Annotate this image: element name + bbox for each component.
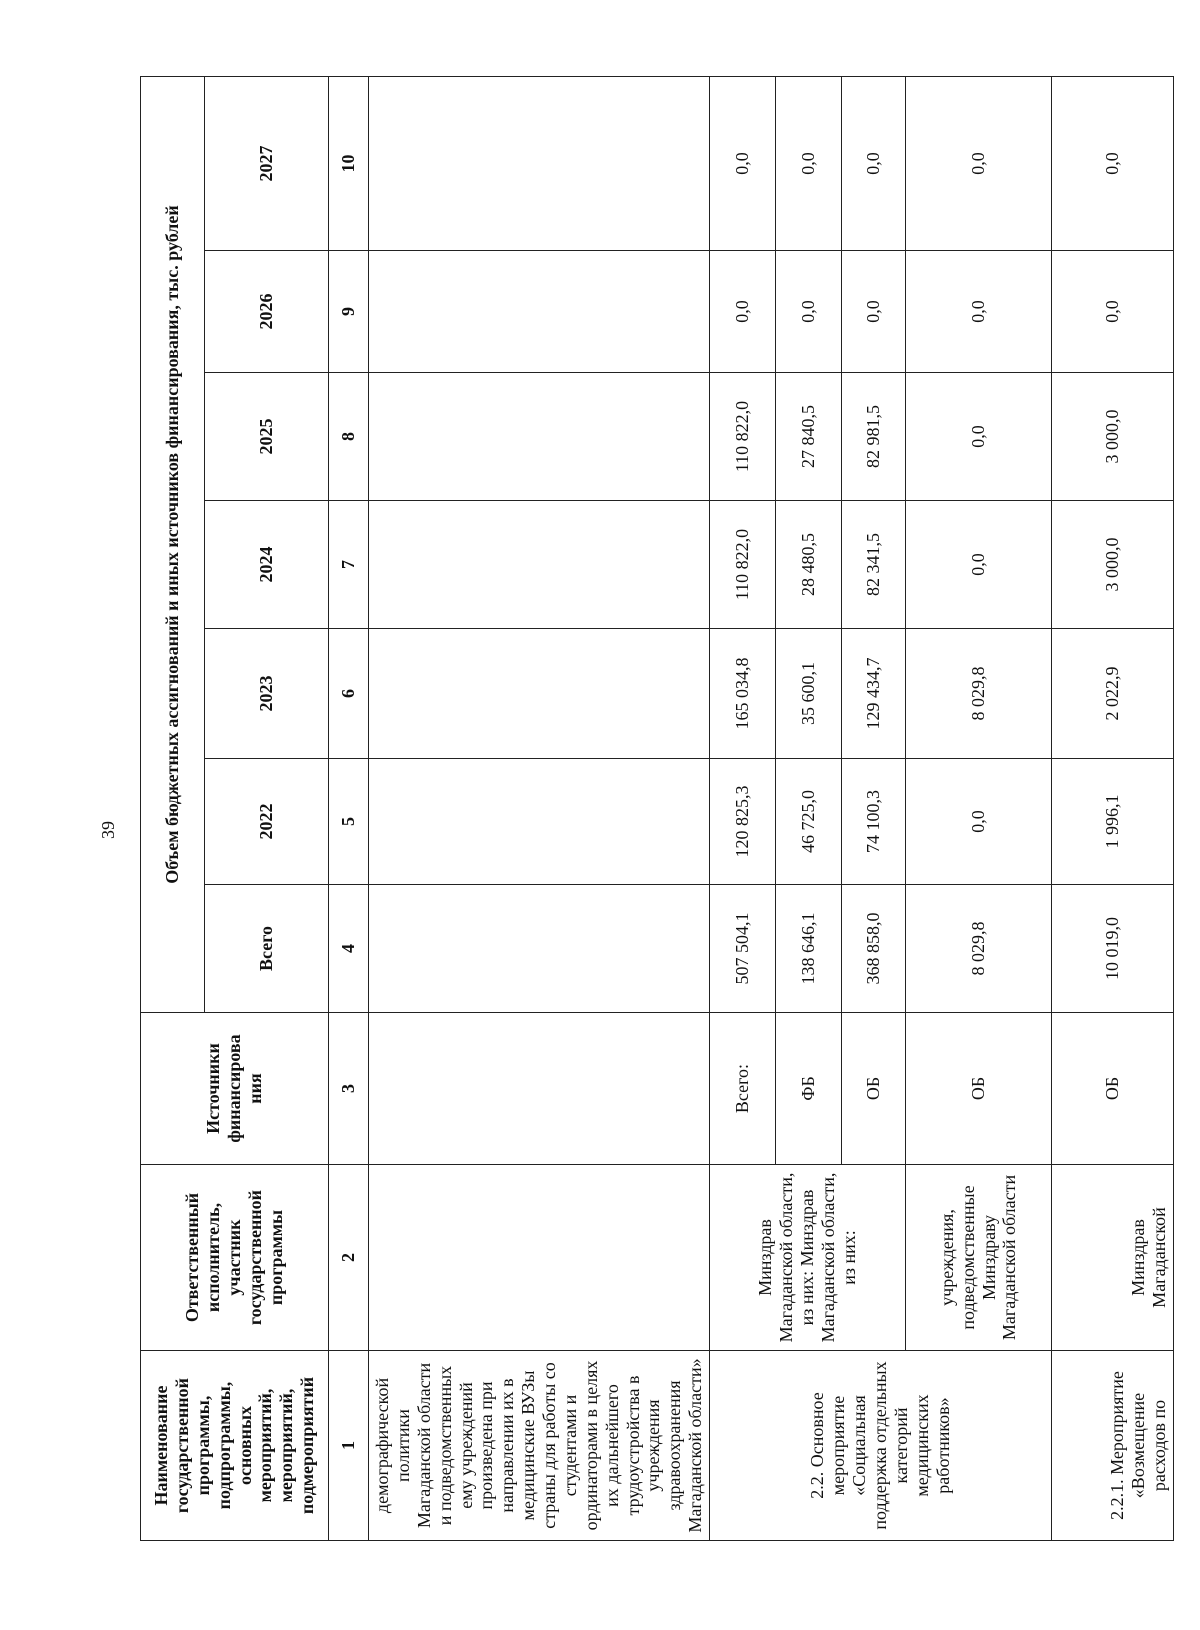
colnum-10: 10 [329,77,369,251]
colnum-9: 9 [329,251,369,373]
section-2-2-executor: Минздрав Магаданской области, из них: Минздрав Магаданской области, из них: [710,1165,906,1351]
value-cell: 120 825,3 [710,759,776,885]
value-cell: 0,0 [1052,77,1174,251]
value-cell: 0,0 [776,251,842,373]
value-cell: 3 000,0 [1052,501,1174,629]
header-year-2025: 2025 [205,373,329,501]
continued-program-text: демографической политики Магаданской области и подведомственных ему учреждений произведена при направлении их в медицинские ВУЗы страны для работы со студентами и ординаторами в целях их дальнейшего трудоустройства в учреждения здравоохранения Магаданской области» [369,1351,710,1541]
value-cell: 3 000,0 [1052,373,1174,501]
value-cell: 0,0 [842,77,906,251]
table-row [710,77,776,1541]
section-2-2-1-executor: Минздрав Магаданской [1052,1165,1174,1351]
source-cell: ОБ [1052,1013,1174,1165]
value-cell: 0,0 [906,501,1052,629]
value-cell: 110 822,0 [710,501,776,629]
table-row [1052,77,1174,1541]
header-year-2023: 2023 [205,629,329,759]
source-cell: Всего: [710,1013,776,1165]
colnum-4: 4 [329,885,369,1013]
value-cell: 28 480,5 [776,501,842,629]
value-cell: 110 822,0 [710,373,776,501]
header-year-2024: 2024 [205,501,329,629]
value-cell: 8 029,8 [906,629,1052,759]
source-cell: ОБ [842,1013,906,1165]
header-year-2027: 2027 [205,77,329,251]
value-cell: 0,0 [776,77,842,251]
header-col3: Источники финансирова ния [141,1013,329,1165]
continued-row [369,77,710,1541]
header-year-total: Всего [205,885,329,1013]
colnum-2: 2 [329,1165,369,1351]
value-cell: 0,0 [1052,251,1174,373]
financing-table [140,76,1174,1541]
colnum-6: 6 [329,629,369,759]
value-cell: 0,0 [906,77,1052,251]
value-cell: 165 034,8 [710,629,776,759]
source-cell: ФБ [776,1013,842,1165]
page-number: 39 [98,821,118,839]
value-cell: 0,0 [906,759,1052,885]
header-col2: Ответственный исполнитель, участник государственной программы [141,1165,329,1351]
value-cell: 82 341,5 [842,501,906,629]
colnum-3: 3 [329,1013,369,1165]
header-financing-group: Объем бюджетных ассигнований и иных источников финансирования, тыс. рублей [141,77,205,1013]
value-cell: 0,0 [906,251,1052,373]
colnum-7: 7 [329,501,369,629]
column-numbers-row [329,77,369,1541]
section-2-2-1-name: 2.2.1. Мероприятие «Возмещение расходов по [1052,1351,1174,1541]
value-cell: 0,0 [906,373,1052,501]
value-cell: 74 100,3 [842,759,906,885]
value-cell: 0,0 [710,77,776,251]
colnum-1: 1 [329,1351,369,1541]
value-cell: 82 981,5 [842,373,906,501]
value-cell: 2 022,9 [1052,629,1174,759]
header-col1: Наименование государственной программы, подпрограммы, основных мероприятий, мероприятий, подмероприятий [141,1351,329,1541]
value-cell: 368 858,0 [842,885,906,1013]
financing-table-wrapper [140,77,1170,1541]
colnum-5: 5 [329,759,369,885]
value-cell: 46 725,0 [776,759,842,885]
value-cell: 1 996,1 [1052,759,1174,885]
value-cell: 35 600,1 [776,629,842,759]
value-cell: 507 504,1 [710,885,776,1013]
colnum-8: 8 [329,373,369,501]
value-cell: 138 646,1 [776,885,842,1013]
value-cell: 0,0 [710,251,776,373]
value-cell: 27 840,5 [776,373,842,501]
table-row [906,77,1052,1541]
section-2-2-subordinate-executor: учреждения, подведомственные Минздраву Магаданской области [906,1165,1052,1351]
header-year-2026: 2026 [205,251,329,373]
value-cell: 10 019,0 [1052,885,1174,1013]
value-cell: 129 434,7 [842,629,906,759]
header-year-2022: 2022 [205,759,329,885]
section-2-2-name: 2.2. Основное мероприятие «Социальная поддержка отдельных категорий медицинских работников» [710,1351,1052,1541]
value-cell: 8 029,8 [906,885,1052,1013]
source-cell: ОБ [906,1013,1052,1165]
value-cell: 0,0 [842,251,906,373]
